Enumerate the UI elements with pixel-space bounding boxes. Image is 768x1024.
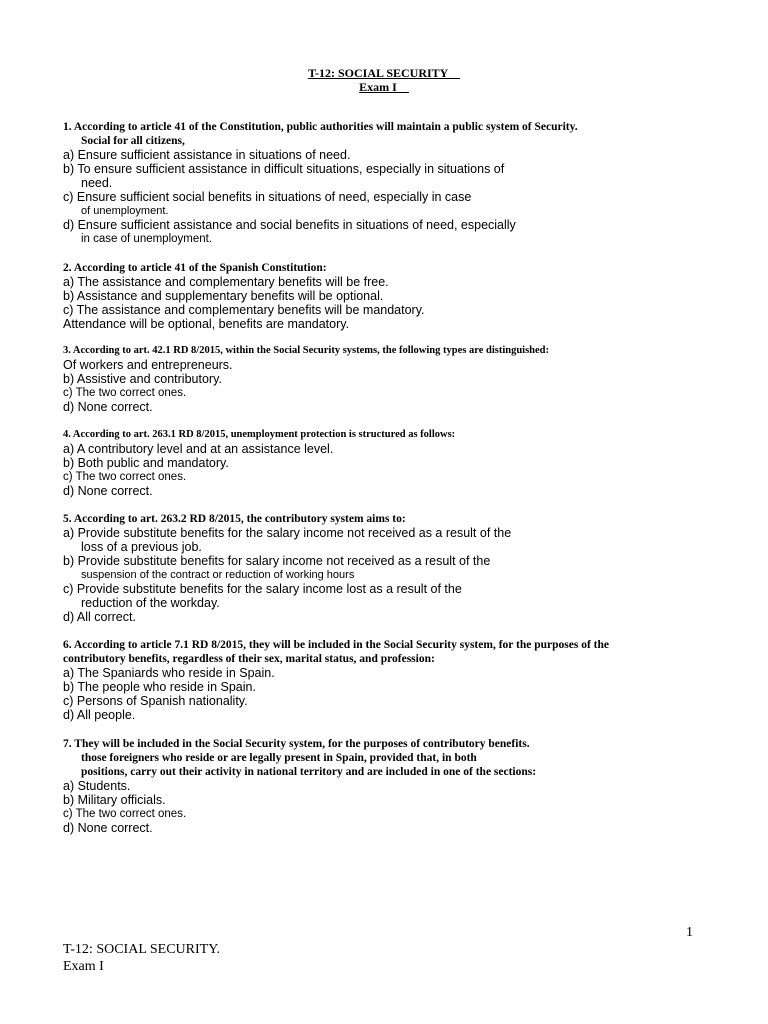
question-3-option-a: Of workers and entrepreneurs.	[63, 358, 233, 372]
question-1-option-d-cont: in case of unemployment.	[81, 233, 213, 245]
question-2-stem: 2. According to article 41 of the Spanish Constitution:	[63, 262, 327, 274]
question-6-option-d: d) All people.	[63, 708, 136, 722]
question-6-option-c: c) Persons of Spanish nationality.	[63, 694, 248, 708]
question-3-option-c: c) The two correct ones.	[63, 387, 187, 399]
question-7-option-b: b) Military officials.	[63, 793, 166, 807]
question-1-option-b: b) To ensure sufficient assistance in difficult situations, especially in situations of	[63, 162, 505, 176]
question-6-stem: 6. According to article 7.1 RD 8/2015, they will be included in the Social Security system, for the purposes of the	[63, 639, 610, 651]
question-2-option-a: a) The assistance and complementary benefits will be free.	[63, 275, 389, 289]
question-3-option-b: b) Assistive and contributory.	[63, 372, 222, 386]
question-2-option-c: c) The assistance and complementary benefits will be mandatory.	[63, 303, 425, 317]
question-1-option-c: c) Ensure sufficient social benefits in situations of need, especially in case	[63, 190, 472, 204]
question-2	[63, 261, 743, 331]
question-1-stem-cont: Social for all citizens,	[81, 135, 185, 147]
question-5-option-c: c) Provide substitute benefits for the salary income lost as a result of the	[63, 582, 462, 596]
question-7	[63, 737, 743, 835]
page-subtitle: Exam I	[359, 80, 409, 94]
question-6-option-b: b) The people who reside in Spain.	[63, 680, 256, 694]
footer-line-1: T-12: SOCIAL SECURITY.	[63, 942, 221, 957]
page-number: 1	[686, 925, 693, 940]
exam-header	[0, 66, 768, 94]
footer-line-2: Exam I	[63, 959, 104, 974]
question-4-option-d: d) None correct.	[63, 484, 153, 498]
question-7-stem-cont-1: those foreigners who reside or are legally present in Spain, provided that, in both	[81, 752, 477, 764]
question-7-stem-cont-2: positions, carry out their activity in national territory and are included in one of the sections:	[81, 766, 537, 778]
question-2-option-d: Attendance will be optional, benefits are mandatory.	[63, 317, 350, 331]
question-5-option-b-cont: suspension of the contract or reduction of working hours	[81, 569, 355, 581]
question-5-option-b: b) Provide substitute benefits for salary income not received as a result of the	[63, 554, 491, 568]
question-5-option-c-cont: reduction of the workday.	[81, 596, 220, 610]
question-4	[63, 428, 743, 498]
question-4-option-b: b) Both public and mandatory.	[63, 456, 229, 470]
question-4-stem: 4. According to art. 263.1 RD 8/2015, unemployment protection is structured as follows:	[63, 429, 456, 440]
question-7-stem: 7. They will be included in the Social Security system, for the purposes of contributory benefits.	[63, 738, 530, 750]
question-5-option-a: a) Provide substitute benefits for the salary income not received as a result of the	[63, 526, 512, 540]
question-2-option-b: b) Assistance and supplementary benefits will be optional.	[63, 289, 384, 303]
question-6	[63, 638, 743, 722]
page-footer	[63, 941, 220, 975]
question-5-option-d: d) All correct.	[63, 610, 136, 624]
question-4-option-c: c) The two correct ones.	[63, 471, 187, 483]
question-3-stem: 3. According to art. 42.1 RD 8/2015, within the Social Security systems, the following types are distinguished:	[63, 345, 550, 356]
question-3-option-d: d) None correct.	[63, 400, 153, 414]
question-5-option-a-cont: loss of a previous job.	[81, 540, 202, 554]
question-1-option-c-cont: of unemployment.	[81, 205, 169, 217]
question-6-option-a: a) The Spaniards who reside in Spain.	[63, 666, 275, 680]
question-1-option-b-cont: need.	[81, 176, 113, 190]
question-7-option-d: d) None correct.	[63, 821, 153, 835]
question-1-option-a: a) Ensure sufficient assistance in situations of need.	[63, 148, 351, 162]
question-1-stem: 1. According to article 41 of the Constitution, public authorities will maintain a public system of Security.	[63, 121, 578, 133]
question-7-option-a: a) Students.	[63, 779, 131, 793]
question-5-stem: 5. According to art. 263.2 RD 8/2015, the contributory system aims to:	[63, 513, 406, 525]
question-1	[63, 120, 743, 246]
question-1-option-d: d) Ensure sufficient assistance and social benefits in situations of need, especially	[63, 218, 516, 232]
question-3	[63, 344, 743, 414]
question-7-option-c: c) The two correct ones.	[63, 808, 187, 820]
question-6-stem-cont: contributory benefits, regardless of their sex, marital status, and profession:	[63, 653, 435, 665]
page-title: T-12: SOCIAL SECURITY	[308, 66, 460, 80]
question-4-option-a: a) A contributory level and at an assistance level.	[63, 442, 334, 456]
question-5	[63, 512, 743, 624]
